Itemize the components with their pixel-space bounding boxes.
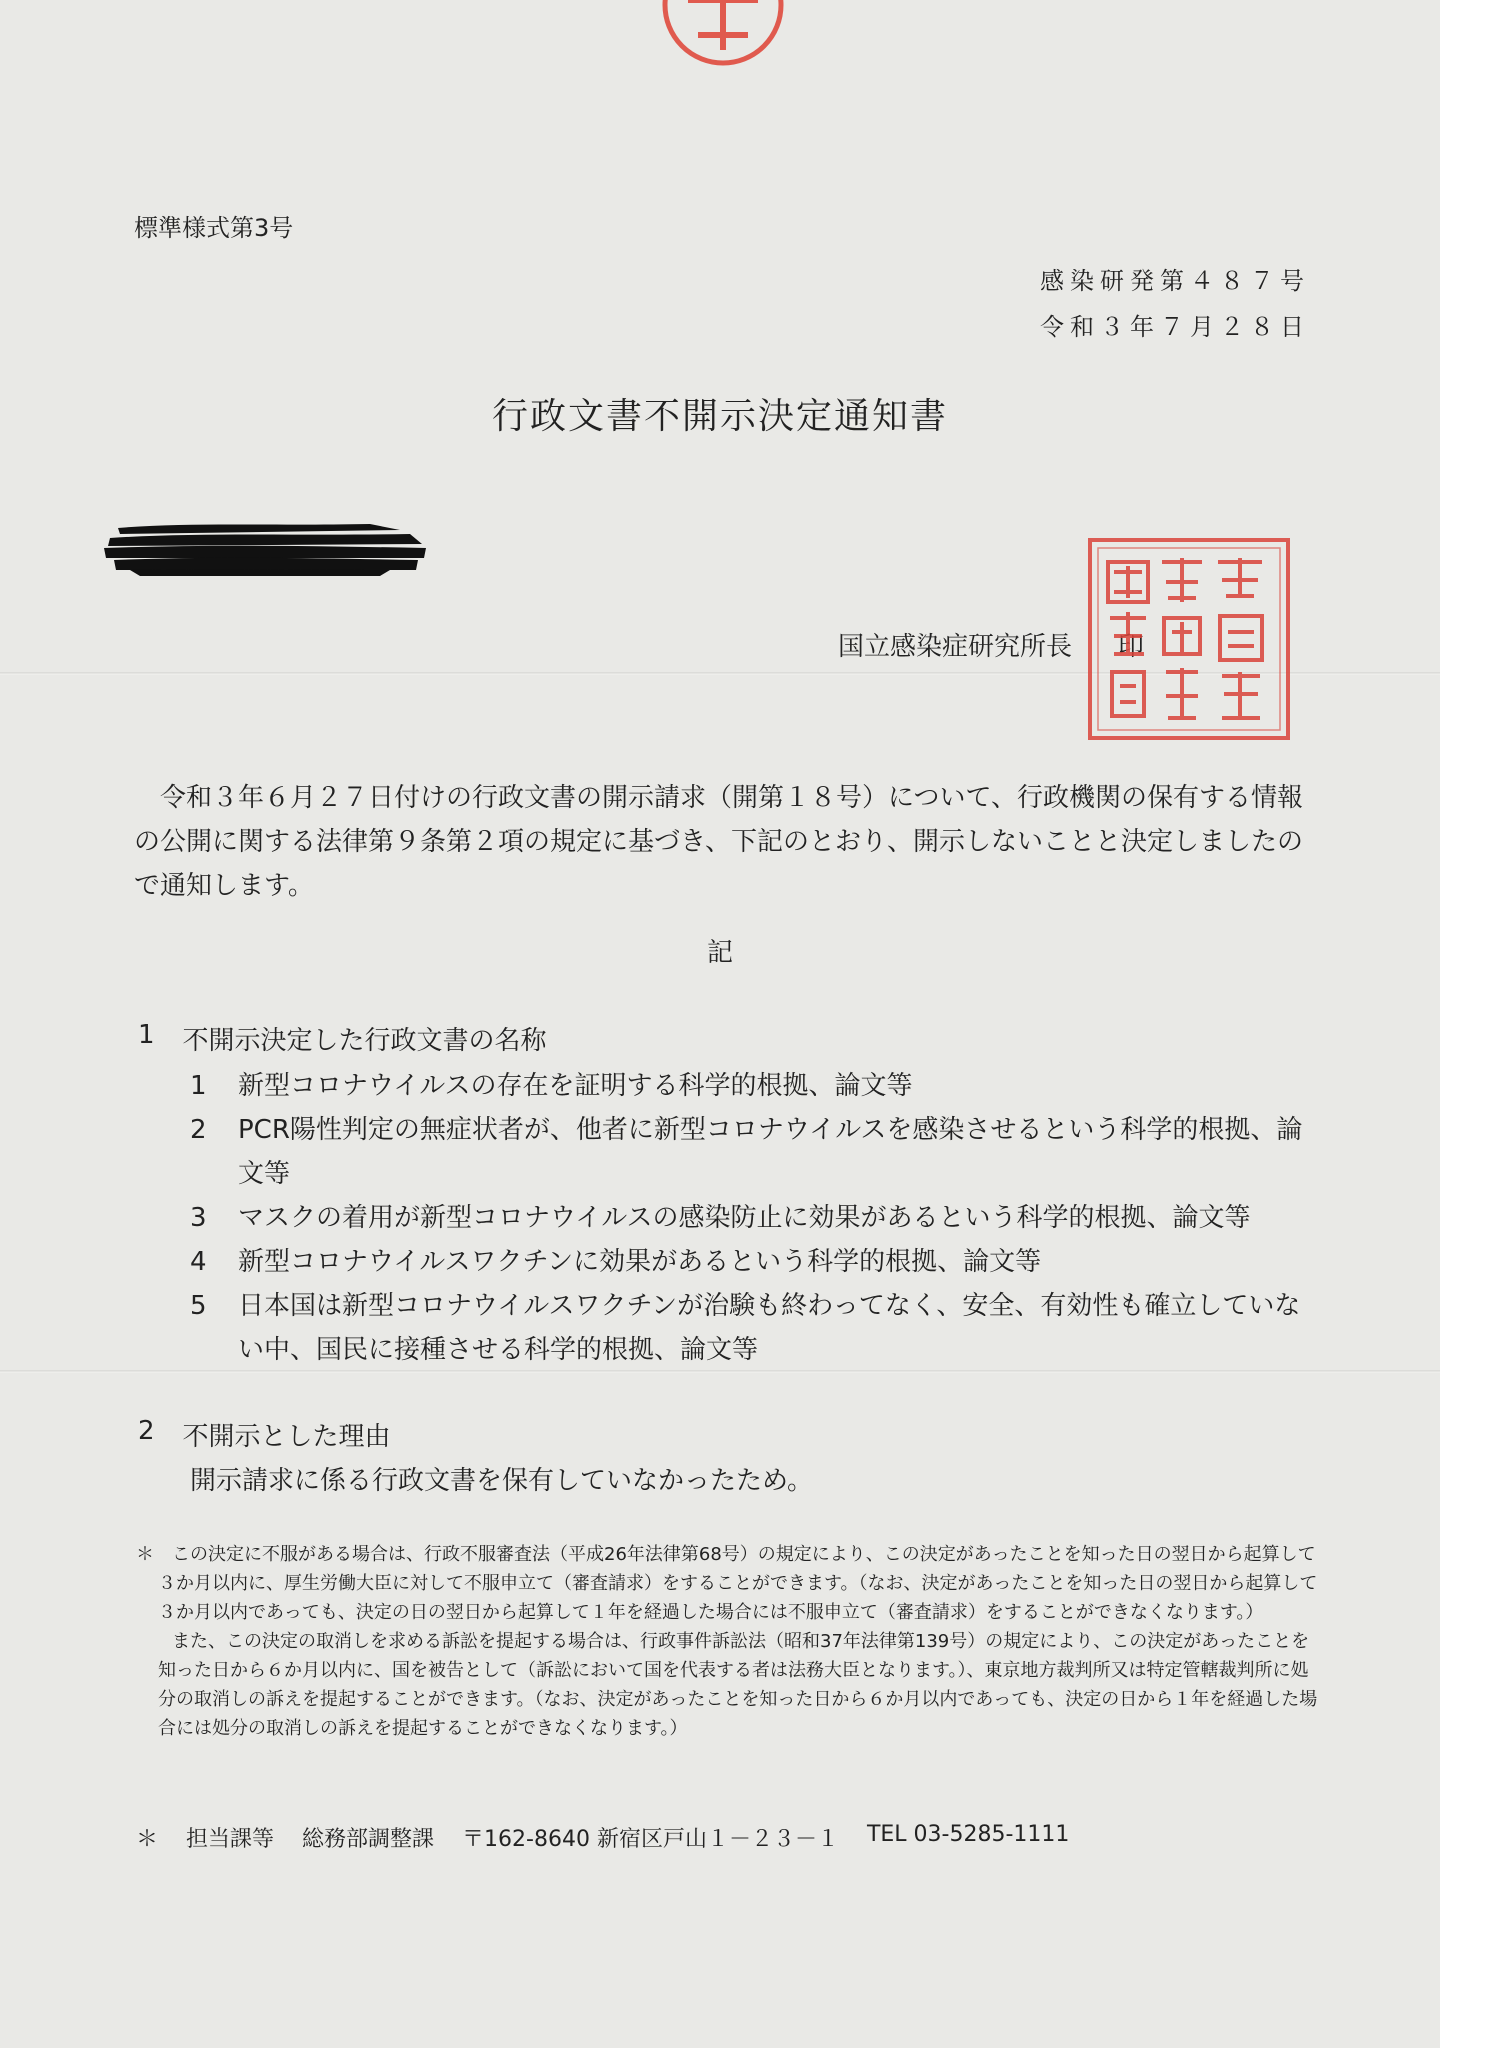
- official-seal: [1086, 536, 1292, 742]
- item-text: マスクの着用が新型コロナウイルスの感染防止に効果があるという科学的根拠、論文等: [238, 1203, 1251, 1233]
- contact-phone: TEL 03-5285-1111: [866, 1822, 1070, 1847]
- form-number: 標準様式第3号: [134, 214, 294, 242]
- reason-text: 開示請求に係る行政文書を保有していなかったため。: [190, 1466, 813, 1496]
- body-paragraph: 令和３年６月２７日付けの行政文書の開示請求（開第１８号）について、行政機関の保有する情報の公開に関する法律第９条第２項の規定に基づき、下記のとおり、開示しないことと決定しましたので通知します。: [134, 783, 1303, 901]
- list-item: [190, 1108, 1320, 1196]
- section2-number: 2: [138, 1416, 155, 1446]
- note-paragraph: この決定に不服がある場合は、行政不服審査法（平成26年法律第68号）の規定により、この決定があったことを知った日の翌日から起算して３か月以内に、厚生労働大臣に対して不服申立て（審査請求）をすることができます。（なお、決定があったことを知った日の翌日から起算して３か月以内であっても、決定の日の翌日から起算して１年を経過した場合には不服申立て（審査請求）をすることができなくなります。）: [158, 1544, 1318, 1623]
- item-number: 1: [190, 1071, 207, 1101]
- partial-seal-top: [658, 0, 788, 70]
- note-marker: ＊: [136, 1544, 154, 1565]
- document-header: [1040, 258, 1310, 350]
- section2-heading: [138, 1416, 391, 1453]
- section2-title: 不開示とした理由: [182, 1422, 391, 1452]
- contact-address: 〒162-8640 新宿区戸山１－２３－１: [462, 1827, 839, 1852]
- list-item: [190, 1240, 1320, 1284]
- section1-title: 不開示決定した行政文書の名称: [182, 1026, 547, 1056]
- note-paragraph: また、この決定の取消しを求める訴訟を提起する場合は、行政事件訴訟法（昭和37年法律第139号）の規定により、この決定があったことを知った日から６か月以内に、国を被告として（訴訟において国を代表する者は法務大臣となります。）、東京地方裁判所又は特定管轄裁判所に処分の取消しの訴えを提起することができます。（なお、決定があったことを知った日から６か月以内であっても、決定の日から１年を経過した場合には処分の取消しの訴えを提起することができなくなります。）: [158, 1631, 1318, 1739]
- item-text: 新型コロナウイルスの存在を証明する科学的根拠、論文等: [238, 1071, 913, 1101]
- contact-label: 担当課等: [186, 1827, 275, 1852]
- item-number: 2: [190, 1115, 207, 1145]
- section1-heading: [138, 1020, 547, 1057]
- contact-department: 総務部調整課: [302, 1827, 435, 1852]
- contact-line: [136, 1822, 1069, 1853]
- document-name-list: [190, 1064, 1320, 1372]
- section1-number: 1: [138, 1020, 155, 1050]
- contact-marker: ＊: [136, 1827, 159, 1852]
- ki-heading: 記: [706, 938, 733, 968]
- item-text: PCR陽性判定の無症状者が、他者に新型コロナウイルスを感染させるという科学的根拠、論文等: [238, 1115, 1303, 1189]
- item-number: 5: [190, 1291, 207, 1321]
- list-item: [190, 1064, 1320, 1108]
- seal-mark: 印: [1118, 632, 1145, 662]
- document-number: 感染研発第４８７号: [1040, 267, 1310, 295]
- item-number: 3: [190, 1203, 207, 1233]
- list-item: [190, 1196, 1320, 1240]
- document-title: 行政文書不開示決定通知書: [491, 396, 948, 437]
- list-item: [190, 1284, 1320, 1372]
- document-date: 令和３年７月２８日: [1040, 313, 1310, 341]
- item-number: 4: [190, 1247, 207, 1277]
- item-text: 日本国は新型コロナウイルスワクチンが治験も終わってなく、安全、有効性も確立していない中、国民に接種させる科学的根拠、論文等: [238, 1291, 1301, 1365]
- issuer-name: 国立感染症研究所長: [838, 632, 1073, 662]
- redacted-recipient: [100, 520, 430, 580]
- item-text: 新型コロナウイルスワクチンに効果があるという科学的根拠、論文等: [238, 1247, 1042, 1277]
- appeal-note: [136, 1540, 1318, 1743]
